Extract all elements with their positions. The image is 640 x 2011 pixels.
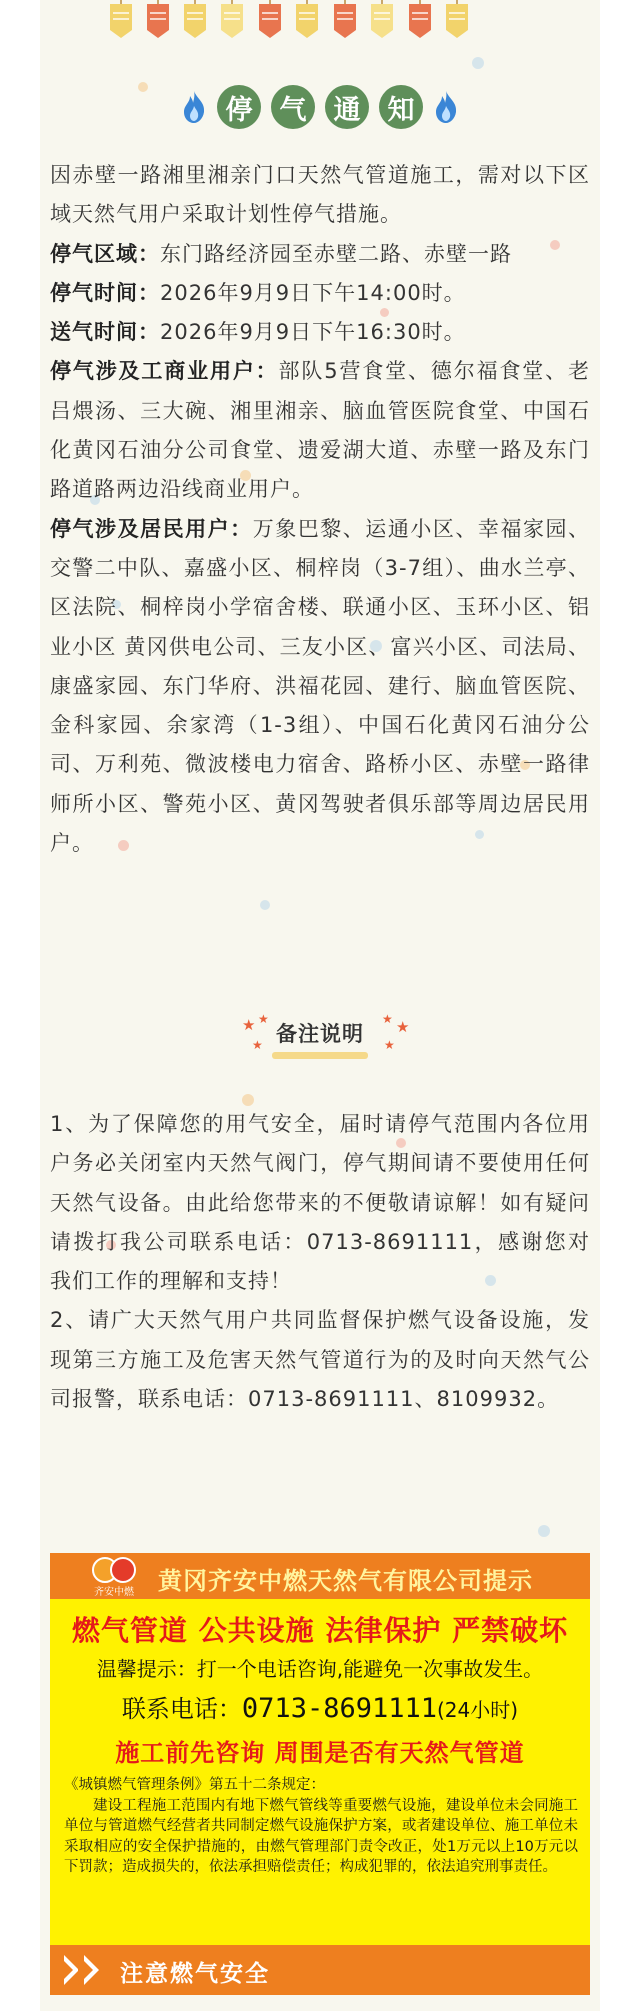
title-char-3: 通 [325, 85, 369, 129]
bunting-flag [409, 0, 431, 38]
poster-header [50, 1553, 590, 1599]
bunting-flag [221, 0, 243, 38]
gas-flame-icon [181, 90, 207, 124]
notice-page [20, 0, 620, 2011]
title-char-1: 停 [217, 85, 261, 129]
bunting-flag [184, 0, 206, 38]
notice-body [50, 156, 590, 863]
poster-phone-label: 联系电话： [121, 1695, 242, 1723]
commercial-value: 部队5营食堂、德尔福食堂、老吕煨汤、三大碗、湘里湘亲、脑血管医院食堂、中国石化黄冈石油分公司食堂、遗爱湖大道、赤壁一路及东门路道路两边沿线商业用户。 [50, 359, 590, 502]
law-title: 《城镇燃气管理条例》第五十二条规定： [64, 1777, 325, 1793]
notes-heading [20, 1006, 620, 1066]
decor-dot [472, 57, 484, 69]
note-2: 2、请广大天然气用户共同监督保护燃气设备设施，发现第三方施工及危害天然气管道行为的及时向天然气公司报警，联系电话：0713-8691111、8109932。 [50, 1308, 590, 1412]
decor-dot [538, 1525, 550, 1537]
star-icon: ★ [252, 1038, 263, 1052]
commercial-users [50, 352, 590, 509]
poster-footer-text: 注意燃气安全 [120, 1961, 270, 1987]
poster-company-name: 黄冈齐安中燃天然气有限公司提示 [158, 1566, 533, 1595]
bunting-flag [147, 0, 169, 38]
notice-title [20, 82, 620, 132]
logo-text: 齐安中燃 [94, 1587, 134, 1598]
area-label: 停气区域： [50, 241, 160, 266]
poster-law [64, 1775, 578, 1878]
stop-time-value: 2026年9月9日下午14:00时。 [160, 280, 466, 305]
law-body: 建设工程施工范围内有地下燃气管线等重要燃气设施，建设单位未会同施工单位与管道燃气经营者共同制定燃气设施保护方案，或者建设单位、施工单位未采取相应的安全保护措施的，由燃气管理部门责令改正，处1万元以上10万元以下罚款；造成损失的，依法承担赔偿责任；构成犯罪的，依法追究刑事责任。 [64, 1797, 578, 1875]
star-icon: ★ [382, 1012, 393, 1026]
poster-slogan: 燃气管道 公共设施 法律保护 严禁破坏 [71, 1614, 569, 1647]
logo-fruit-shape [110, 1557, 136, 1583]
title-char-2: 气 [271, 85, 315, 129]
star-icon: ★ [396, 1018, 410, 1036]
company-logo [86, 1557, 142, 1597]
bunting-decoration [20, 0, 620, 42]
resume-time-label: 送气时间： [50, 320, 160, 345]
poster-phone-number: 0713-8691111 [241, 1693, 437, 1724]
title-char-4: 知 [379, 85, 423, 129]
commercial-label: 停气涉及工商业用户： [50, 359, 279, 384]
notes-title: 备注说明 [276, 1022, 364, 1046]
poster-phone-line [50, 1689, 590, 1724]
poster-tip: 温馨提示：打一个电话咨询,能避免一次事故发生。 [96, 1657, 544, 1681]
poster-phone-hours: (24小时) [437, 1698, 519, 1722]
star-icon: ★ [242, 1016, 256, 1034]
area-value: 东门路经济园至赤壁二路、赤壁一路 [160, 241, 512, 266]
residential-users [50, 510, 590, 864]
bunting-flag [110, 0, 132, 38]
stop-time-label: 停气时间： [50, 280, 160, 305]
bunting-flag [259, 0, 281, 38]
safety-poster [50, 1553, 590, 1995]
stop-time-line [50, 274, 590, 313]
bunting-flag [296, 0, 318, 38]
residential-label: 停气涉及居民用户： [50, 516, 253, 541]
resume-time-line [50, 313, 590, 352]
decor-dot [260, 900, 270, 910]
poster-consult: 施工前先咨询 周围是否有天然气管道 [115, 1739, 525, 1767]
bunting-flag [371, 0, 393, 38]
star-icon: ★ [258, 1012, 269, 1026]
poster-footer [50, 1945, 590, 1995]
residential-value: 万象巴黎、运通小区、幸福家园、交警二中队、嘉盛小区、桐梓岗（3-7组）、曲水兰亭、区法院、桐梓岗小学宿舍楼、联通小区、玉环小区、铝业小区 黄冈供电公司、三友小区、富兴小区、司法局、康盛家园、东门华府、洪福花园、建行、脑血管医院、金科家园、余家湾（1-3组）、中国石化黄冈石油分公司、万利苑、微波楼电力宿舍、路桥小区、赤壁一路律师所小区、警苑小区、黄冈驾驶者俱乐部等周边居民用户。 [50, 516, 591, 856]
bunting-flag [446, 0, 468, 38]
note-1: 1、为了保障您的用气安全，届时请停气范围内各位用户务必关闭室内天然气阀门，停气期间请不要使用任何天然气设备。由此给您带来的不便敬请谅解！如有疑问请拨打我公司联系电话：0713-8691111，感谢您对我们工作的理解和支持！ [50, 1112, 590, 1294]
intro-paragraph: 因赤壁一路湘里湘亲门口天然气管道施工，需对以下区域天然气用户采取计划性停气措施。 [50, 163, 590, 227]
notes-underline [272, 1052, 368, 1059]
gas-flame-icon [433, 90, 459, 124]
resume-time-value: 2026年9月9日下午16:30时。 [160, 320, 466, 345]
star-icon: ★ [384, 1038, 395, 1052]
area-line [50, 235, 590, 274]
notes-body [50, 1105, 590, 1419]
bunting-flag [334, 0, 356, 38]
